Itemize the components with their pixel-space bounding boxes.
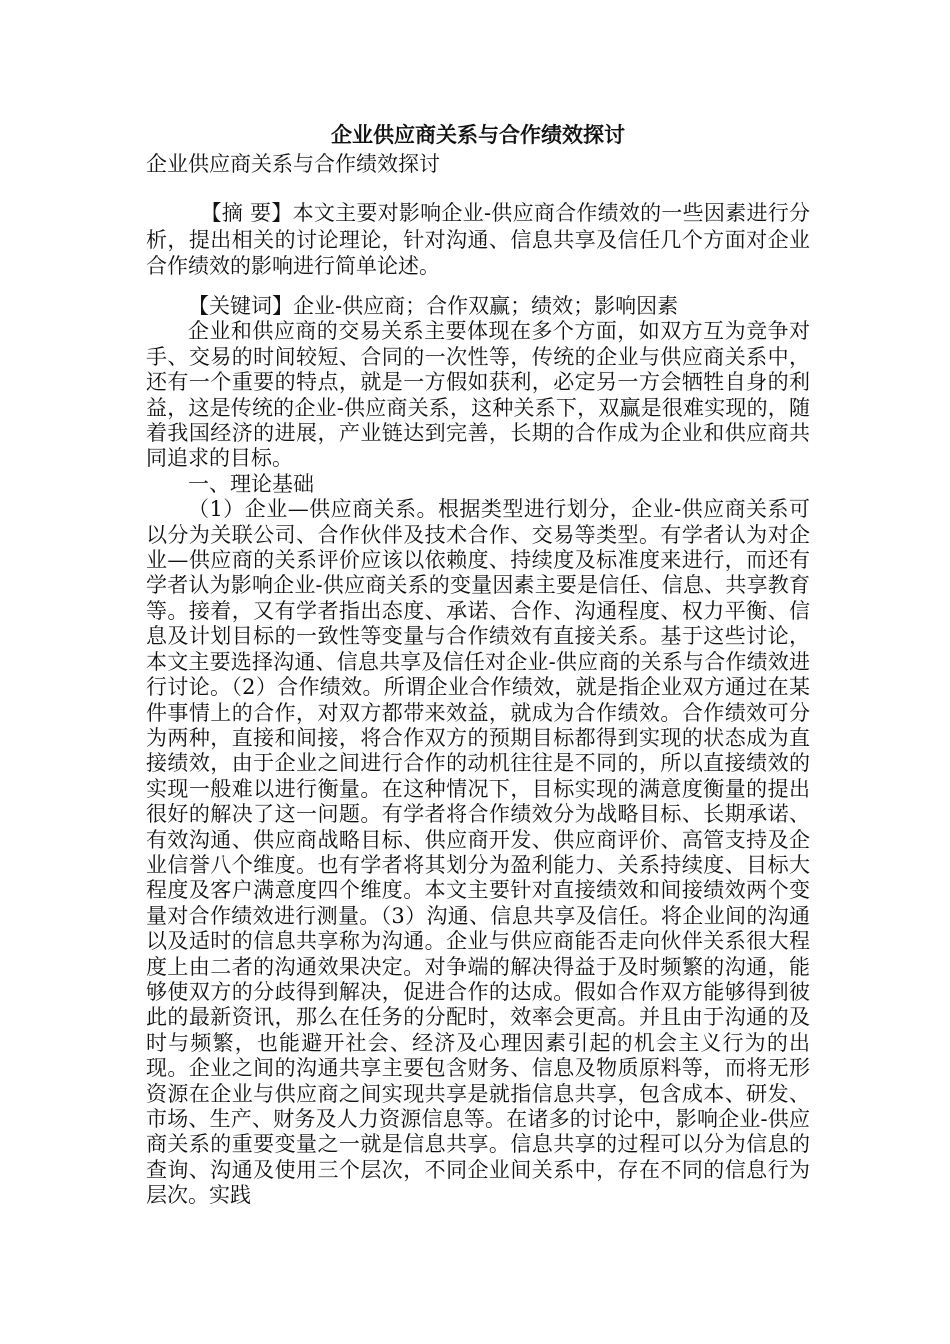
document-subtitle: 企业供应商关系与合作绩效探讨 [146,152,440,176]
abstract-paragraph: 【摘 要】本文主要对影响企业-供应商合作绩效的一些因素进行分析，提出相关的讨论理论，针对沟通、信息共享及信任几个方面对企业合作绩效的影响进行简单论述。 [146,201,810,278]
body-paragraph-2: （1）企业—供应商关系。根据类型进行划分，企业-供应商关系可以分为关联公司、合作伙伴及技术合作、交易等类型。有学者认为对企业—供应商的关系评价应该以依赖度、持续度及标准度来进行，而还有学者认为影响企业-供应商关系的变量因素主要是信任、信息、共享教育等。接着，又有学者指出态度、承诺、合作、沟通程度、权力平衡、信息及计划目标的一致性等变量与合作绩效有直接关系。基于这些讨论，本文主要选择沟通、信息共享及信任对企业-供应商的关系与合作绩效进行讨论。（2）合作绩效。所谓企业合作绩效，就是指企业双方通过在某件事情上的合作，对双方都带来效益，就成为合作绩效。合作绩效可分为两种，直接和间接，将合作双方的预期目标都得到实现的状态成为直接绩效，由于企业之间进行合作的动机往往是不同的，所以直接绩效的实现一般难以进行衡量。在这种情况下，目标实现的满意度衡量的提出很好的解决了这一问题。有学者将合作绩效分为战略目标、长期承诺、有效沟通、供应商战略目标、供应商开发、供应商评价、高管支持及企业信誉八个维度。也有学者将其划分为盈利能力、关系持续度、目标大程度及客户满意度四个维度。本文主要针对直接绩效和间接绩效两个变量对合作绩效进行测量。（3）沟通、信息共享及信任。将企业间的沟通以及适时的信息共享称为沟通。企业与供应商能否走向伙伴关系很大程度上由二者的沟通效果决定。对争端的解决得益于及时频繁的沟通，能够使双方的分歧得到解决，促进合作的达成。假如合作双方能够得到彼此的最新资讯，那么在任务的分配时，效率会更高。并且由于沟通的及时与频繁，也能避开社会、经济及心理因素引起的机会主义行为的出现。企业之间的沟通共享主要包含财务、信息及物质原料等，而将无形资源在企业与供应商之间实现共享是就指信息共享，包含成本、研发、市场、生产、财务及人力资源信息等。在诸多的讨论中，影响企业-供应商关系的重要变量之一就是信息共享。信息共享的过程可以分为信息的查询、沟通及使用三个层次，不同企业间关系中，存在不同的信息行为层次。实践 [146,497,810,1208]
document-title: 企业供应商关系与合作绩效探讨 [331,123,625,147]
section-heading-theory: 一、理论基础 [188,471,314,496]
body-paragraph-1: 企业和供应商的交易关系主要体现在多个方面，如双方互为竞争对手、交易的时间较短、合同的一次性等，传统的企业与供应商关系中，还有一个重要的特点，就是一方假如获利，必定另一方会牺牲自身的利益，这是传统的企业-供应商关系，这种关系下，双赢是很难实现的，随着我国经济的进展，产业链达到完善，长期的合作成为企业和供应商共同追求的目标。 [146,319,810,471]
body-text [146,294,810,1209]
keywords-line: 【关键词】企业-供应商；合作双赢；绩效；影响因素 [188,294,679,318]
